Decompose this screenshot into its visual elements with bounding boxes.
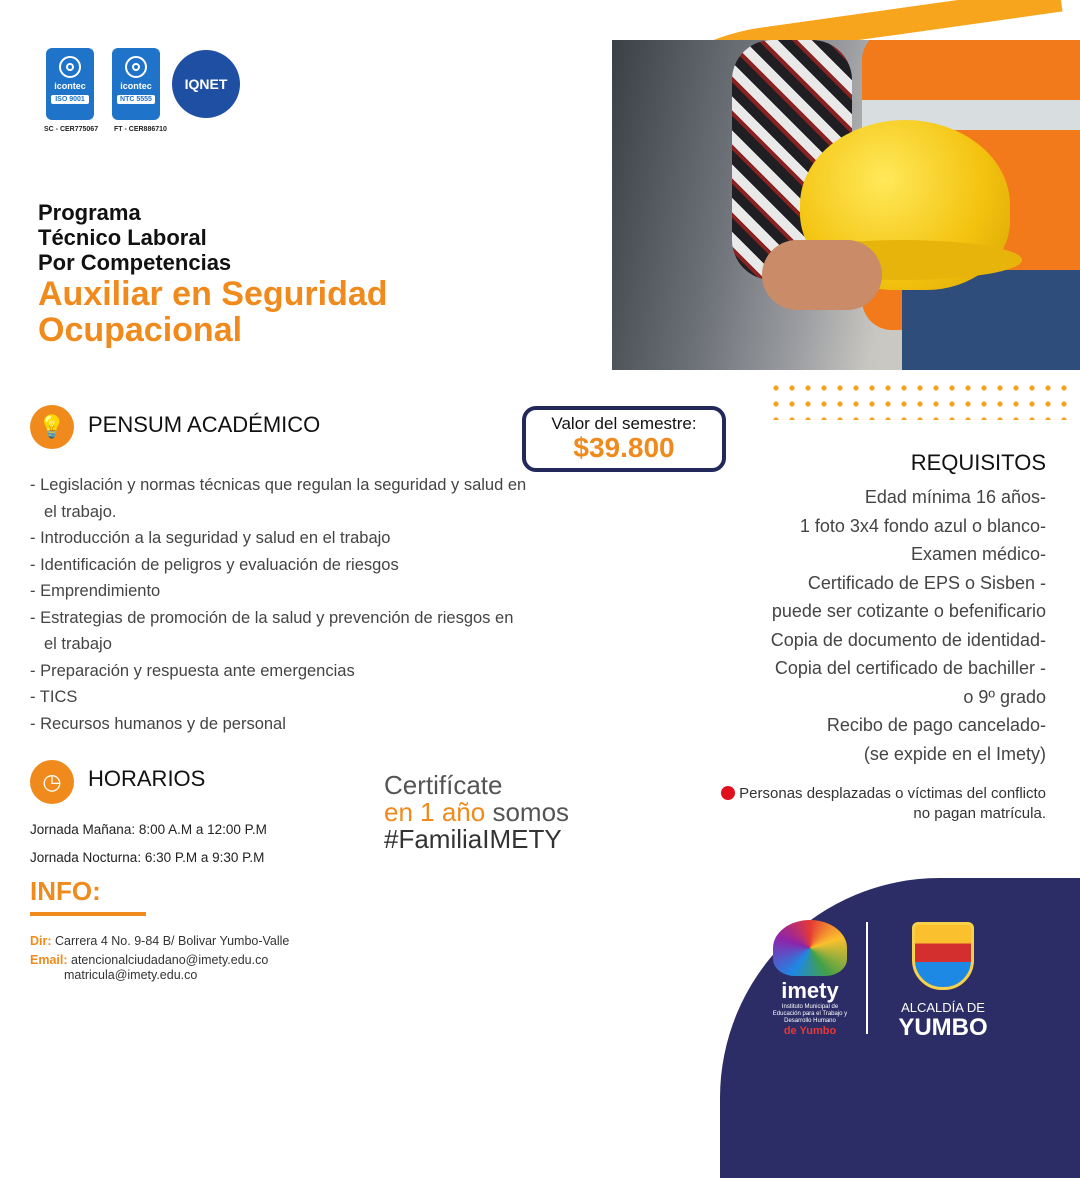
slogan-line-1: Certifícate [384,770,503,800]
slogan-hashtag: #FamiliaIMETY [384,824,562,854]
pensum-list [30,472,530,737]
icontec-icon [59,56,81,78]
worker-hardhat-photo [612,40,1080,370]
lightbulb-icon: 💡 [30,405,74,449]
program-name-1: Auxiliar en Seguridad [38,275,388,313]
logo-divider [866,922,868,1034]
yumbo-label: YUMBO [898,1014,988,1041]
list-item: - Estrategias de promoción de la salud y prevención de riesgos en el trabajo [30,605,530,658]
list-item: - Introducción a la seguridad y salud en el trabajo [30,525,530,552]
slogan-highlight: en 1 año [384,797,486,827]
imety-mark-icon [773,920,847,976]
decorative-dots [768,380,1068,420]
email-row [30,953,268,967]
list-item: 1 foto 3x4 fondo azul o blanco- [799,515,1046,536]
iso-cert-code: SC - CER775067 [44,126,99,133]
slogan [384,772,569,853]
imety-logo [770,920,850,1040]
list-item: - Identificación de peligros y evaluación de riesgos [30,552,530,579]
email-value-1[interactable]: atencionalciudadano@imety.edu.co [71,953,269,967]
price-amount: $39.800 [573,432,675,463]
list-item: Copia del certificado de bachiller - [774,658,1046,678]
price-label: Valor del semestre: [551,414,697,433]
note-line-1: Personas desplazadas o víctimas del conflicto [739,785,1046,802]
title-line-2: Técnico Laboral [38,225,207,250]
icontec-iso-badge [46,48,94,120]
list-item: o 9º grado [963,686,1046,707]
icontec-label: icontec [120,81,152,91]
list-item: Edad mínima 16 años- [864,487,1046,507]
list-item: - Legislación y normas técnicas que regulan la seguridad y salud en el trabajo. [30,472,530,525]
list-item: Copia de documento de identidad- [770,629,1046,650]
address-value: Carrera 4 No. 9-84 B/ Bolivar Yumbo-Valle [55,934,290,948]
list-item: - TICS [30,684,530,711]
jornada-manana: Jornada Mañana: 8:00 A.M a 12:00 P.M [30,822,267,837]
address-label: Dir: [30,934,52,948]
clock-icon: ◷ [30,760,74,804]
icontec-ntc-badge [112,48,160,120]
list-item: (se expide en el Imety) [863,743,1046,764]
list-item: Recibo de pago cancelado- [826,715,1046,735]
list-item: Examen médico- [910,544,1046,564]
slogan-rest: somos [492,797,570,827]
note-line-2: no pagan matrícula. [913,805,1046,822]
victims-note [626,784,1046,824]
red-dot-icon [721,786,735,800]
iso-standard: ISO 9001 [51,95,89,104]
requisitos-list [606,483,1046,768]
ntc-cert-code: FT - CER886710 [114,126,167,133]
imety-subtitle-2: de Yumbo [783,1025,837,1037]
alcaldia-label: ALCALDÍA DE [901,1000,985,1015]
title-line-1: Programa [38,200,141,225]
yumbo-shield-icon [912,922,974,990]
list-item: puede ser cotizante o befenificario [771,601,1046,621]
requisitos-title: REQUISITOS [910,450,1046,475]
program-name-2: Ocupacional [38,311,243,349]
imety-name: imety [781,978,839,1003]
icontec-icon [125,56,147,78]
info-title: INFO: [30,876,101,906]
list-item: - Emprendimiento [30,578,530,605]
list-item: - Recursos humanos y de personal [30,711,530,738]
pensum-title: PENSUM ACADÉMICO [88,412,321,437]
title-line-3: Por Competencias [38,250,232,275]
icontec-label: icontec [54,81,86,91]
email-value-2[interactable]: matricula@imety.edu.co [64,968,198,982]
iqnet-logo: IQNET [172,50,240,118]
info-underline [30,912,146,916]
imety-subtitle: Instituto Municipal de Educación para el Trabajo y Desarrollo Humano [772,1004,848,1024]
email-label: Email: [30,953,68,967]
ntc-standard: NTC 5555 [117,95,155,104]
price-box [522,406,726,472]
horarios-title: HORARIOS [88,766,206,791]
jornada-nocturna: Jornada Nocturna: 6:30 P.M a 9:30 P.M [30,850,265,865]
address-row [30,934,289,948]
list-item: Certificado de EPS o Sisben - [807,572,1046,593]
list-item: - Preparación y respuesta ante emergencias [30,658,530,685]
